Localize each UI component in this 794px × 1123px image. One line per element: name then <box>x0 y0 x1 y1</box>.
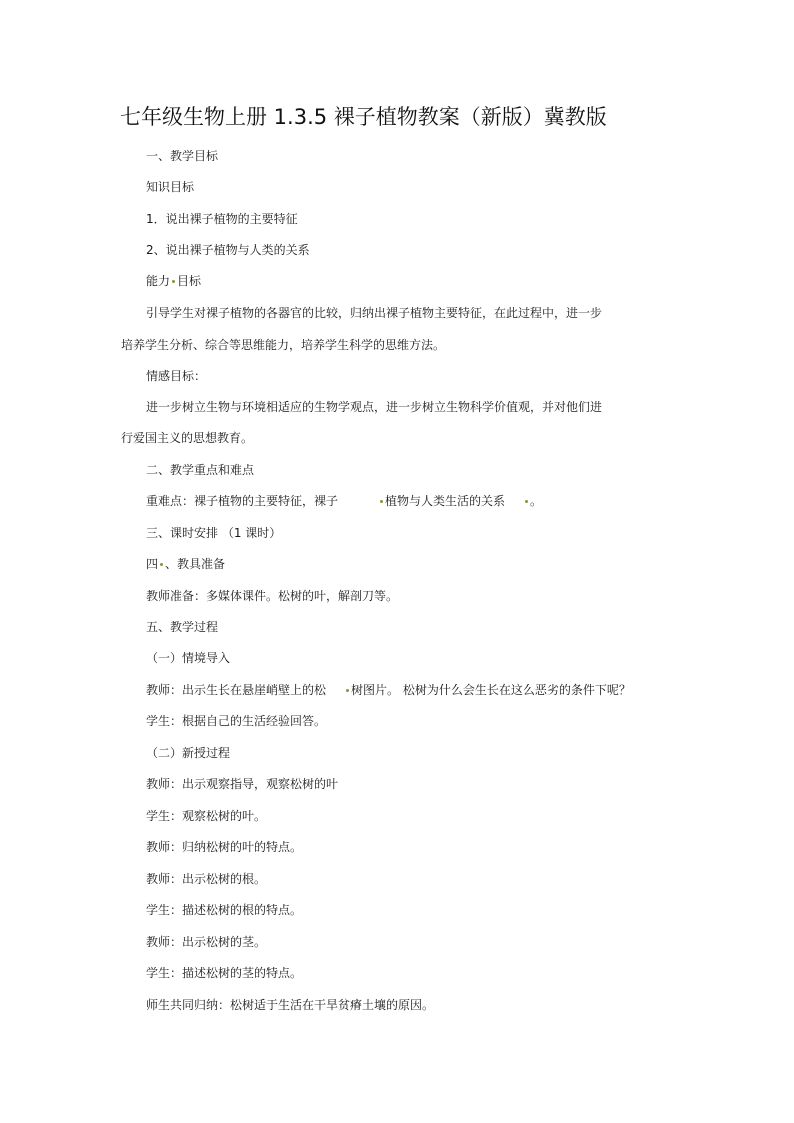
lesson-line-6: 教师：出示松树的茎。 <box>146 935 267 949</box>
document-title: 七年级生物上册 1.3.5 裸子植物教案（新版）冀教版 <box>120 105 607 129</box>
section-heading-process: 五、教学过程 <box>146 620 219 634</box>
speck-mark <box>525 500 528 503</box>
knowledge-item-1: 1．说出裸子植物的主要特征 <box>146 212 298 226</box>
lesson-line-4: 教师：出示松树的根。 <box>146 872 267 886</box>
subheading-ability-part2: 目标 <box>177 274 202 288</box>
ability-paragraph-line-1: 引导学生对裸子植物的各器官的比较，归纳出裸子植物主要特征，在此过程中，进一步 <box>146 306 603 320</box>
section-heading-materials-part1: 四 <box>146 557 159 571</box>
speck-mark <box>160 563 163 566</box>
teacher-preparation: 教师准备：多媒体课件。松树的叶，解剖刀等。 <box>146 589 399 603</box>
lesson-line-2: 学生：观察松树的叶。 <box>146 809 267 823</box>
lesson-line-1: 教师：出示观察指导，观察松树的叶 <box>146 777 339 791</box>
subheading-ability <box>146 272 201 290</box>
emotion-paragraph-line-1: 进一步树立生物与环境相适应的生物学观点，进一步树立生物科学价值观，并对他们进 <box>146 400 603 414</box>
subheading-ability-part1: 能力 <box>146 274 171 288</box>
speck-mark <box>346 689 349 692</box>
introduction-teacher-part2: 树图片。 松树为什么会生长在这么恶劣的条件下呢？ <box>351 683 631 697</box>
section-heading-materials-part2: 、教具准备 <box>165 557 226 571</box>
key-points-line <box>146 492 542 510</box>
lesson-line-5: 学生：描述松树的根的特点。 <box>146 903 303 917</box>
emotion-paragraph-line-2: 行爱国主义的思想教育。 <box>121 431 254 445</box>
introduction-teacher-part1: 教师：出示生长在悬崖峭壁上的松 <box>146 683 327 697</box>
key-points-part1: 重难点：裸子植物的主要特征，裸子 <box>146 494 339 508</box>
introduction-teacher-line <box>146 681 631 699</box>
subheading-knowledge: 知识目标 <box>146 180 195 194</box>
section-heading-materials <box>146 555 225 573</box>
speck-mark <box>172 280 175 283</box>
subheading-new-lesson: （二）新授过程 <box>146 746 231 760</box>
lesson-line-8: 师生共同归纳：松树适于生活在干旱贫瘠土壤的原因。 <box>146 998 435 1012</box>
knowledge-item-2: 2、说出裸子植物与人类的关系 <box>146 243 310 257</box>
section-heading-schedule: 三、课时安排 （1 课时） <box>146 526 282 540</box>
lesson-line-7: 学生：描述松树的茎的特点。 <box>146 966 303 980</box>
introduction-student-line: 学生：根据自己的生活经验回答。 <box>146 714 327 728</box>
subheading-introduction: （一）情境导入 <box>146 651 231 665</box>
section-heading-objectives: 一、教学目标 <box>146 149 219 163</box>
ability-paragraph-line-2: 培养学生分析、综合等思维能力，培养学生科学的思维方法。 <box>121 338 446 352</box>
key-points-part3: 。 <box>530 494 543 508</box>
speck-mark <box>380 500 383 503</box>
lesson-line-3: 教师：归纳松树的叶的特点。 <box>146 840 303 854</box>
subheading-emotion: 情感目标： <box>146 369 207 383</box>
section-heading-key-points: 二、教学重点和难点 <box>146 463 255 477</box>
key-points-part2: 植物与人类生活的关系 <box>385 494 506 508</box>
